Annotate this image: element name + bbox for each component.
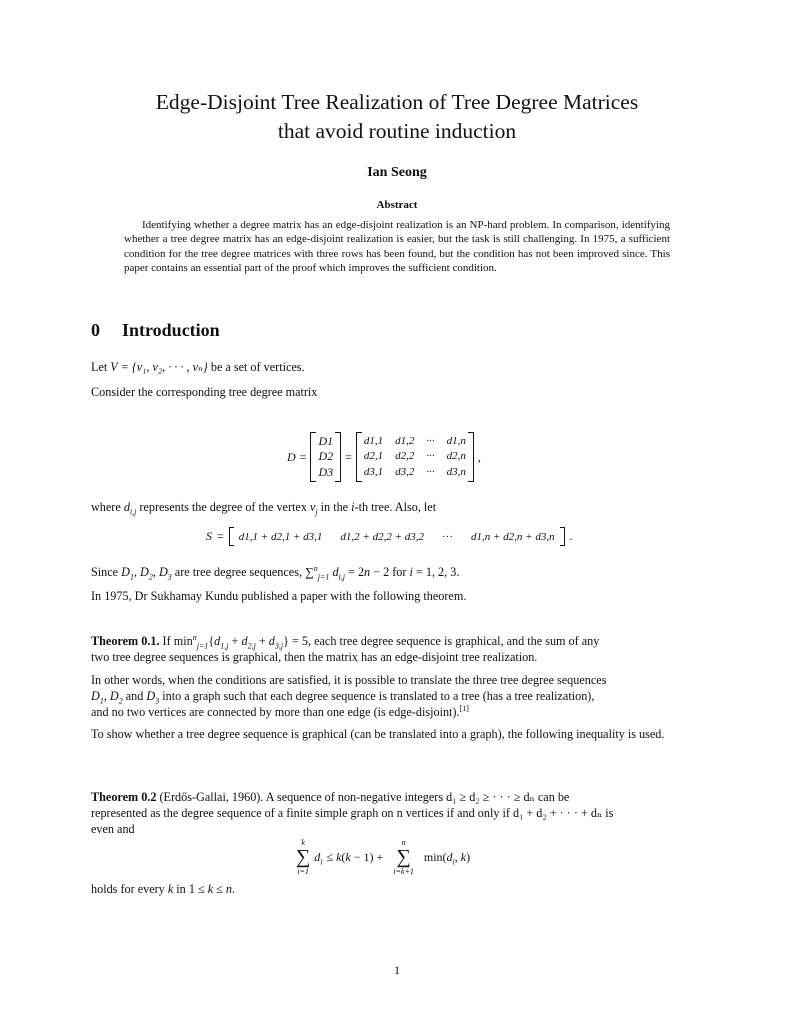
text: In other words, when the conditions are satisfied, it is possible to translate the three tree degree sequences: [91, 673, 607, 687]
matrix-cell: d3,1: [363, 465, 384, 478]
text: in the: [317, 500, 352, 514]
s-lhs: S: [206, 529, 212, 543]
matrix-cell: d2,2: [395, 450, 415, 463]
section-heading: [91, 320, 220, 341]
vector-entry: D2: [318, 449, 334, 464]
s-entry: d1,n + d2,n + d3,n: [471, 530, 555, 543]
text: into a graph such that each degree sequence is translated to a tree (has a tree realization),: [159, 688, 595, 703]
paragraph-kundu: In 1975, Dr Sukhamay Kundu published a paper with the following theorem.: [91, 589, 467, 603]
text: If: [159, 634, 174, 648]
section-number: 0: [91, 320, 100, 340]
s-equation: S = d1,1 + d2,1 + d3,1 d1,2 + d2,2 + d3,2 ··· d1,n + d2,n + d3,n .: [206, 527, 573, 546]
text: represents the degree of the vertex: [136, 500, 310, 514]
text: be a set of vertices.: [207, 360, 305, 374]
matrix-cell: d2,1: [363, 450, 384, 463]
text: , each tree degree sequence is graphical, and the sum of any: [308, 634, 600, 648]
author-name: Ian Seong: [367, 165, 427, 180]
citation-link[interactable]: [1]: [459, 703, 469, 713]
matrix-cell: d1,2: [395, 434, 415, 447]
abstract-text: Identifying whether a degree matrix has an edge-disjoint realization is an NP-hard problem. In comparison, identifying whether a tree degree matrix has an edge-disjoint realization is easier, but the task is still challenging. In 1975, a sufficient condition for the tree degree matrices with three rows has been found, but the condition has not been improved since. This paper contains an essential part of the proof which improves the sufficient condition.: [124, 219, 670, 275]
paragraph-to-show: To show whether a tree degree sequence is graphical (can be translated into a graph), the following inequality is used.: [91, 727, 665, 741]
paragraph-consider: Consider the corresponding tree degree matrix: [91, 385, 318, 399]
text: for: [389, 565, 410, 579]
vertex-set-math: V = {v₁, v₂, · · · , vₙ}: [110, 360, 208, 374]
text: Since: [91, 565, 122, 579]
abstract-heading: Abstract: [376, 199, 418, 211]
text: even and: [91, 821, 135, 836]
matrix-cell: d2,n: [446, 450, 466, 463]
degree-matrix: [356, 432, 474, 482]
paragraph-holds: holds for every k in 1 ≤ k ≤ n.: [91, 882, 236, 896]
theorem-0-2: [91, 790, 703, 837]
theorem-label: Theorem 0.2: [91, 790, 157, 804]
theorem-0-1: Theorem 0.1. If $\min^n_{j=1}\{d_{1,j} + d_{2,j} + d_{3,j}\} = 5$, each tree degree sequence is graphical, and the sum of any two tree degree sequences is graphical, then the matrix has an edge-disjoint tree realization.: [91, 634, 703, 666]
theorem-attribution: (Erdős-Gallai, 1960).: [156, 790, 264, 804]
title-line-2: that avoid routine induction: [277, 119, 517, 143]
text: two tree degree sequences is graphical, then the matrix has an edge-disjoint tree realization.: [91, 649, 538, 664]
column-vector-D: [310, 432, 341, 482]
text: holds for every: [91, 882, 168, 896]
s-entry: d1,1 + d2,1 + d3,1: [238, 530, 323, 543]
matrix-cell: ···: [426, 450, 435, 463]
matrix-lhs: D: [287, 449, 296, 464]
vector-entry: D3: [318, 464, 334, 479]
matrix-cell: d3,n: [446, 465, 466, 478]
text: .: [232, 882, 236, 896]
page-number: 1: [394, 963, 400, 977]
paragraph-where: where $d_{i,j}$ represents the degree of the vertex $v_j$ in the i-th tree. Also, let: [91, 500, 437, 517]
matrix-equation: D = D1 D2 D3 = d1,1 d1,2 ··· d1,n d2,1 d2,2 ··· d2,n d3,1 d3,2 ··· d3,n ,: [287, 432, 481, 482]
theorem-label: Theorem 0.1.: [91, 634, 160, 648]
text: -th tree. Also, let: [354, 500, 437, 514]
matrix-cell: ···: [426, 465, 435, 478]
vector-entry: D1: [318, 433, 334, 448]
paper-title: [60, 88, 734, 146]
paragraph-other-words: In other words, when the conditions are satisfied, it is possible to translate the three tree degree sequences $D_1$, $D_2$ and $D_3$ into a graph such that each degree sequence is translated to a tree (has a tree realization), and no two vertices are connected by more than one edge (is edge-disjoint).[1]: [91, 673, 703, 720]
matrix-cell: d1,n: [446, 434, 466, 447]
matrix-cell: d1,1: [363, 434, 384, 447]
text: are tree degree sequences,: [171, 565, 306, 579]
text: represented as the degree sequence of a finite simple graph on n vertices if and only if d₁ + d₂ + · · · + dₙ is: [91, 805, 614, 820]
matrix-cell: d3,2: [395, 465, 415, 478]
paragraph-since: Since $D_1$, $D_2$, $D_3$ are tree degree sequences, ∑$^n_{j=1}$ $d_{i,j} = 2n - 2$ for i = 1, 2, 3.: [91, 563, 460, 582]
text: Let: [91, 360, 111, 374]
text: where: [91, 500, 124, 514]
text: A sequence of non-negative integers d₁ ≥ d₂ ≥ · · · ≥ dₙ can be: [263, 790, 570, 804]
paragraph-vertex-set: [91, 360, 703, 376]
text: and no two vertices are connected by more than one edge (is edge-disjoint).: [91, 704, 460, 719]
section-title: Introduction: [122, 320, 220, 340]
s-entry: ···: [442, 530, 453, 543]
s-entry: d1,2 + d2,2 + d3,2: [340, 530, 424, 543]
matrix-cell: ···: [426, 434, 435, 447]
erdos-gallai-inequality: k ∑ i=1 $d_i$ ≤ k(k − 1) + n ∑ i=k+1 $\min(d_i$, k): [296, 838, 471, 876]
title-line-1: Edge-Disjoint Tree Realization of Tree Degree Matrices: [155, 90, 639, 114]
